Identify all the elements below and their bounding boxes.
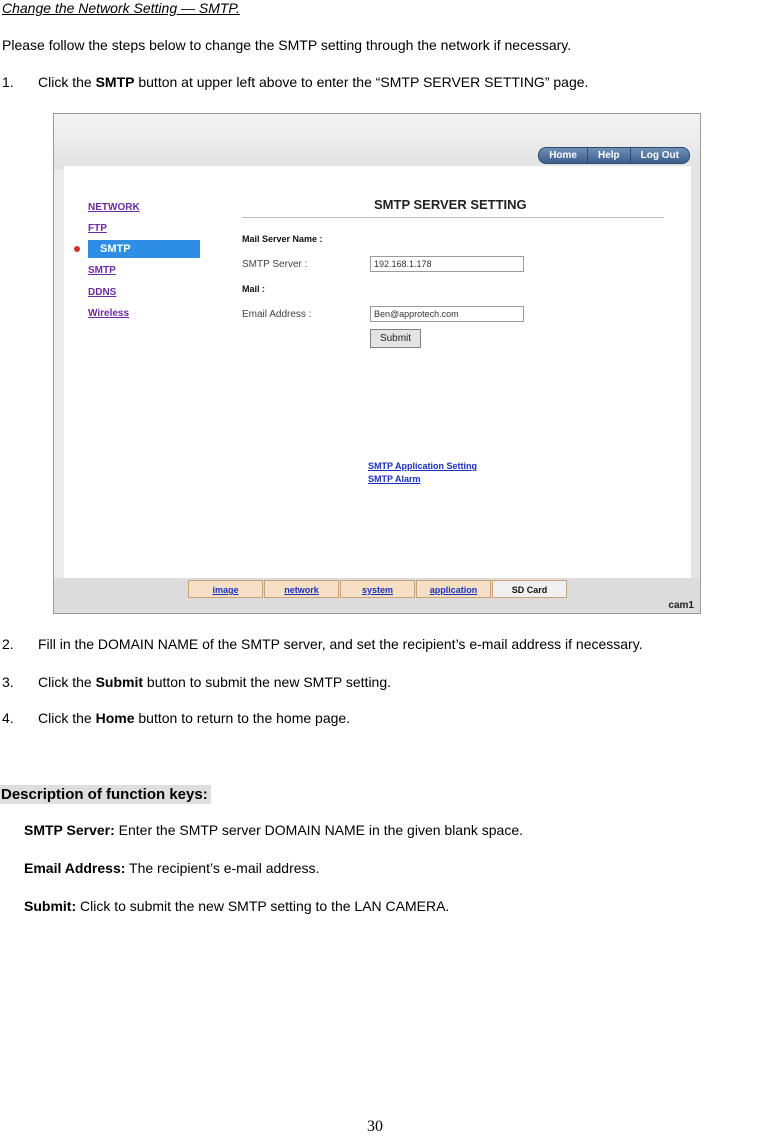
sidebar-item-ddns[interactable]: DDNS	[88, 287, 117, 298]
active-indicator-icon	[74, 246, 80, 252]
tab-network[interactable]: network	[264, 580, 339, 598]
submit-button[interactable]: Submit	[370, 329, 421, 348]
logout-button[interactable]: Log Out	[630, 147, 690, 164]
smtp-server-label: SMTP Server :	[242, 259, 308, 270]
desc-key: Submit:	[24, 898, 77, 914]
bottom-tabs	[188, 580, 568, 598]
settings-title: SMTP SERVER SETTING	[374, 197, 527, 212]
step-bold: Home	[95, 710, 135, 726]
step-text: Click the	[38, 674, 96, 690]
nav-buttons	[539, 147, 690, 164]
step-text: button at upper left above to enter the “SMTP SERVER SETTING” page.	[134, 74, 589, 90]
section-heading: Change the Network Setting — SMTP.	[2, 0, 240, 16]
sidebar-item-network[interactable]: NETWORK	[88, 202, 140, 213]
step-2	[2, 636, 757, 654]
step-number: 4.	[2, 710, 14, 726]
tab-system[interactable]: system	[340, 580, 415, 598]
desc-item-smtp-server	[24, 822, 523, 838]
step-text: button to submit the new SMTP setting.	[143, 674, 392, 690]
step-text: Click the	[38, 74, 96, 90]
tab-sd-card[interactable]: SD Card	[492, 580, 567, 598]
desc-item-submit	[24, 898, 449, 914]
step-3	[2, 674, 742, 692]
embedded-screenshot	[53, 113, 701, 614]
mail-server-name-label: Mail Server Name :	[242, 234, 323, 244]
desc-text: Click to submit the new SMTP setting to the LAN CAMERA.	[76, 898, 450, 914]
page-number: 30	[367, 1118, 383, 1135]
step-text: Click the	[38, 710, 96, 726]
tab-application[interactable]: application	[416, 580, 491, 598]
home-button[interactable]: Home	[538, 147, 588, 164]
desc-key: SMTP Server:	[24, 822, 115, 838]
description-heading: Description of function keys:	[0, 785, 211, 804]
sidebar-item-active[interactable]: SMTP	[88, 240, 200, 258]
smtp-server-input[interactable]: 192.168.1.178	[370, 256, 524, 272]
step-text: button to return to the home page.	[134, 710, 351, 726]
email-address-input[interactable]: Ben@approtech.com	[370, 306, 524, 322]
sidebar-item-ftp[interactable]: FTP	[88, 223, 107, 234]
step-text: Fill in the DOMAIN NAME of the SMTP server, and set the recipient’s e-mail address if necessary.	[38, 636, 643, 652]
camera-name: cam1	[668, 600, 694, 611]
step-1	[2, 74, 742, 92]
step-number: 1.	[2, 74, 14, 90]
step-number: 2.	[2, 636, 14, 652]
intro-paragraph: Please follow the steps below to change the SMTP setting through the network if necessary.	[2, 37, 572, 53]
tab-image[interactable]: image	[188, 580, 263, 598]
step-number: 3.	[2, 674, 14, 690]
desc-item-email	[24, 860, 319, 876]
help-button[interactable]: Help	[587, 147, 631, 164]
mail-label: Mail :	[242, 284, 266, 294]
divider	[242, 217, 664, 218]
panel-edge	[691, 166, 700, 581]
desc-key: Email Address:	[24, 860, 126, 876]
step-4	[2, 710, 742, 728]
smtp-alarm-link[interactable]: SMTP Alarm	[368, 474, 421, 484]
content-panel	[64, 166, 693, 578]
step-bold: Submit	[95, 674, 144, 690]
step-bold: SMTP	[95, 74, 135, 90]
smtp-application-setting-link[interactable]: SMTP Application Setting	[368, 461, 478, 471]
email-address-label: Email Address :	[242, 309, 312, 320]
desc-text: The recipient’s e-mail address.	[125, 860, 320, 876]
sidebar-item-smtp[interactable]: SMTP	[88, 265, 116, 276]
desc-text: Enter the SMTP server DOMAIN NAME in the given blank space.	[114, 822, 524, 838]
sidebar-item-wireless[interactable]: Wireless	[88, 308, 130, 319]
